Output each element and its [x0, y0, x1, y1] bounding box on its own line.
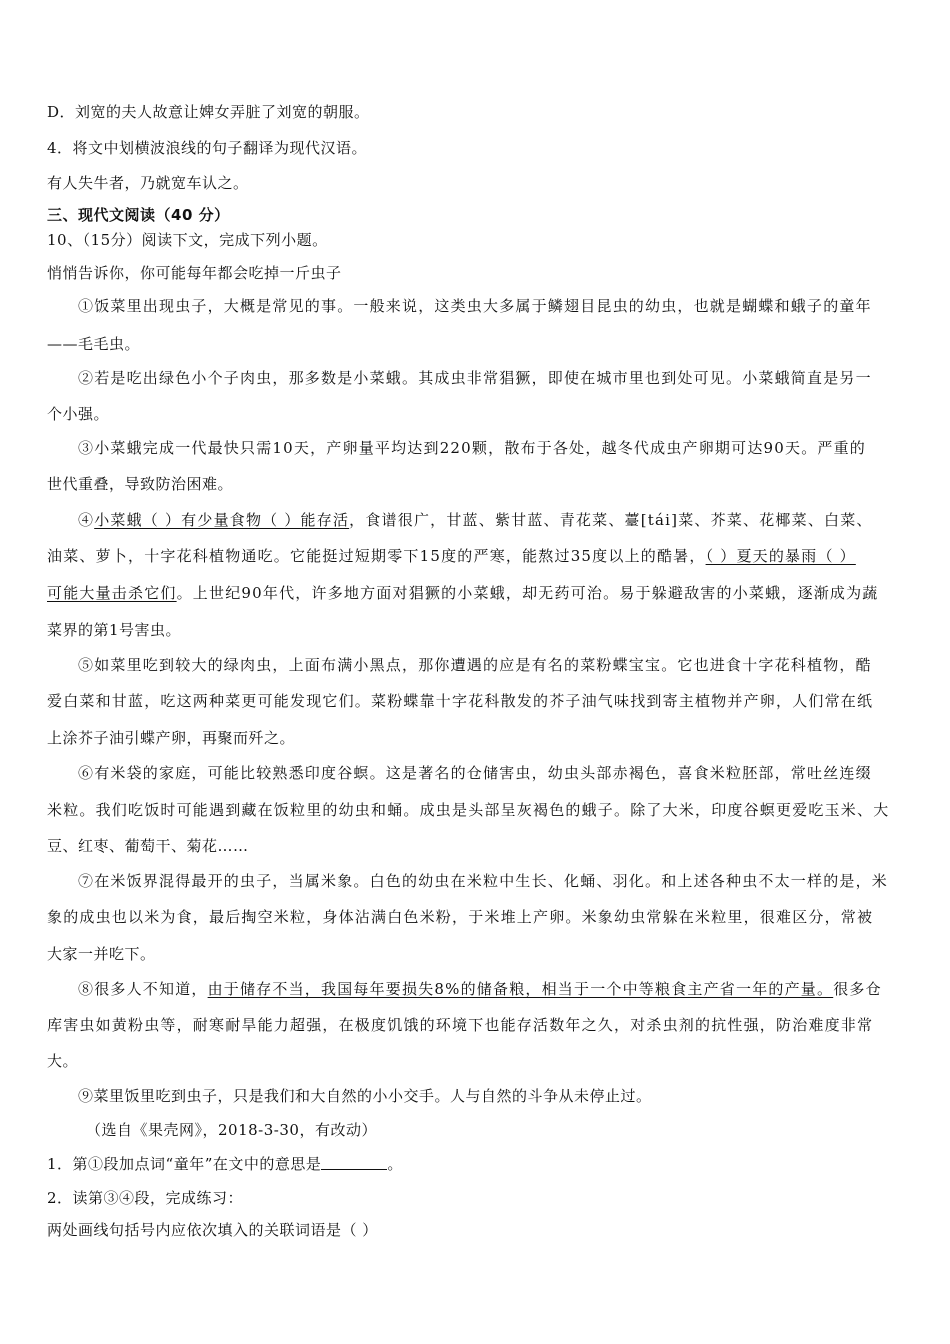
paragraph-4-line-2 — [47, 546, 907, 566]
question-10-intro: 10、（15分）阅读下文，完成下列小题。 — [47, 231, 328, 249]
paragraph-8-line-2: 库害虫如黄粉虫等，耐寒耐旱能力超强，在极度饥饿的环境下也能存活数年之久，对杀虫剂的抗性强，防治难度非常 — [47, 1016, 874, 1034]
paragraph-8-lead: ⑧很多人不知道， — [78, 980, 208, 998]
question-2-subquestion: 两处画线句括号内应依次填入的关联词语是（ ） — [47, 1221, 378, 1239]
paragraph-3-line-2: 世代重叠，导致防治困难。 — [47, 475, 234, 493]
paragraph-2-line-1: ②若是吃出绿色小个子肉虫，那多数是小菜蛾。其成虫非常猖獗，即使在城市里也到处可见。小菜蛾简直是另一 — [78, 369, 872, 387]
question-2: 2．读第③④段，完成练习： — [47, 1189, 244, 1207]
question-4: 4．将文中划横波浪线的句子翻译为现代汉语。 — [47, 139, 368, 157]
article-title: 悄悄告诉你，你可能每年都会吃掉一斤虫子 — [47, 264, 342, 282]
paragraph-2-line-2: 个小强。 — [47, 405, 110, 423]
paragraph-5-line-2: 爱白菜和甘蓝，吃这两种菜更可能发现它们。菜粉蝶靠十字花科散发的芥子油气味找到寄主植物并产卵，人们常在纸 — [47, 692, 874, 710]
underlined-sentence-3: 由于储存不当，我国每年要损失8%的储备粮，相当于一个中等粮食主产省一年的产量。 — [207, 980, 834, 998]
option-d: D．刘宽的夫人故意让婢女弄脏了刘宽的朝服。 — [47, 103, 370, 121]
paragraph-5-line-1: ⑤如菜里吃到较大的绿肉虫，上面布满小黑点，那你遭遇的应是有名的菜粉蝶宝宝。它也进食十字花科植物，酷 — [78, 656, 872, 674]
answer-blank[interactable] — [321, 1155, 387, 1170]
paragraph-6-line-2: 米粒。我们吃饭时可能遇到藏在饭粒里的幼虫和蛹。成虫是头部呈灰褐色的蛾子。除了大米，印度谷螟更爱吃玉米、大 — [47, 801, 890, 819]
paragraph-1-line-2: ——毛毛虫。 — [47, 335, 141, 353]
paragraph-5-line-3: 上涂芥子油引蝶产卵，再聚而歼之。 — [47, 729, 296, 747]
paragraph-4-line-4: 菜界的第1号害虫。 — [47, 621, 182, 639]
paragraph-8-line-1 — [78, 979, 907, 999]
paragraph-6-line-3: 豆、红枣、葡萄干、菊花…… — [47, 837, 249, 855]
paragraph-7-line-1: ⑦在米饭界混得最开的虫子，当属米象。白色的幼虫在米粒中生长、化蛹、羽化。和上述各种虫不太一样的是，米 — [78, 872, 889, 890]
source-citation: （选自《果壳网》，2018-3-30，有改动） — [86, 1121, 377, 1139]
paragraph-4-line-3-text: 。上世纪90年代，许多地方面对猖獗的小菜蛾，却无药可治。易于躲避敌害的小菜蛾，逐渐成为蔬 — [176, 584, 879, 602]
paragraph-4-line-1 — [78, 510, 907, 530]
underlined-sentence-1: 小菜蛾（ ）有少量食物（ ）能存活 — [94, 511, 350, 529]
paragraph-6-line-1: ⑥有米袋的家庭，可能比较熟悉印度谷螟。这是著名的仓储害虫，幼虫头部赤褐色，喜食米粒胚部，常吐丝连缀 — [78, 764, 872, 782]
paragraph-4-line-3 — [47, 583, 907, 603]
question-1-end: 。 — [387, 1155, 403, 1173]
paragraph-8-line-3: 大。 — [47, 1052, 79, 1070]
paragraph-7-line-3: 大家一并吃下。 — [47, 945, 156, 963]
paragraph-7-line-2: 象的成虫也以米为食，最后掏空米粒，身体沾满白色米粉，于米堆上产卵。米象幼虫常躲在米粒里，很难区分，常被 — [47, 908, 874, 926]
paragraph-8-tail: 很多仓 — [833, 980, 882, 998]
question-4-sentence: 有人失牛者，乃就宽车认之。 — [47, 174, 249, 192]
underlined-sentence-2-part-1: （ ）夏天的暴雨（ ） — [705, 547, 856, 565]
paragraph-3-line-1: ③小菜蛾完成一代最快只需10天，产卵量平均达到220颗，散布于各处，越冬代成虫产卵期可达90天。严重的 — [78, 439, 867, 457]
question-1-text: 1．第①段加点词“童年”在文中的意思是 — [47, 1155, 322, 1173]
paragraph-4-marker: ④ — [78, 511, 95, 529]
paragraph-9: ⑨菜里饭里吃到虫子，只是我们和大自然的小小交手。人与自然的斗争从未停止过。 — [78, 1087, 652, 1105]
section-heading: 三、现代文阅读（40 分） — [47, 206, 230, 224]
question-1 — [47, 1154, 907, 1174]
paragraph-1-line-1: ①饭菜里出现虫子，大概是常见的事。一般来说，这类虫大多属于鳞翅目昆虫的幼虫，也就是蝴蝶和蛾子的童年 — [78, 297, 872, 315]
underlined-sentence-2-part-2: 可能大量击杀它们 — [47, 584, 177, 602]
paragraph-4-text: ，食谱很广，甘蓝、紫甘蓝、青花菜、薹[tái]菜、芥菜、花椰菜、白菜、 — [349, 511, 873, 529]
paragraph-4-line-2-text: 油菜、萝卜，十字花科植物通吃。它能挺过短期零下15度的严寒，能熬过35度以上的酷暑， — [47, 547, 706, 565]
